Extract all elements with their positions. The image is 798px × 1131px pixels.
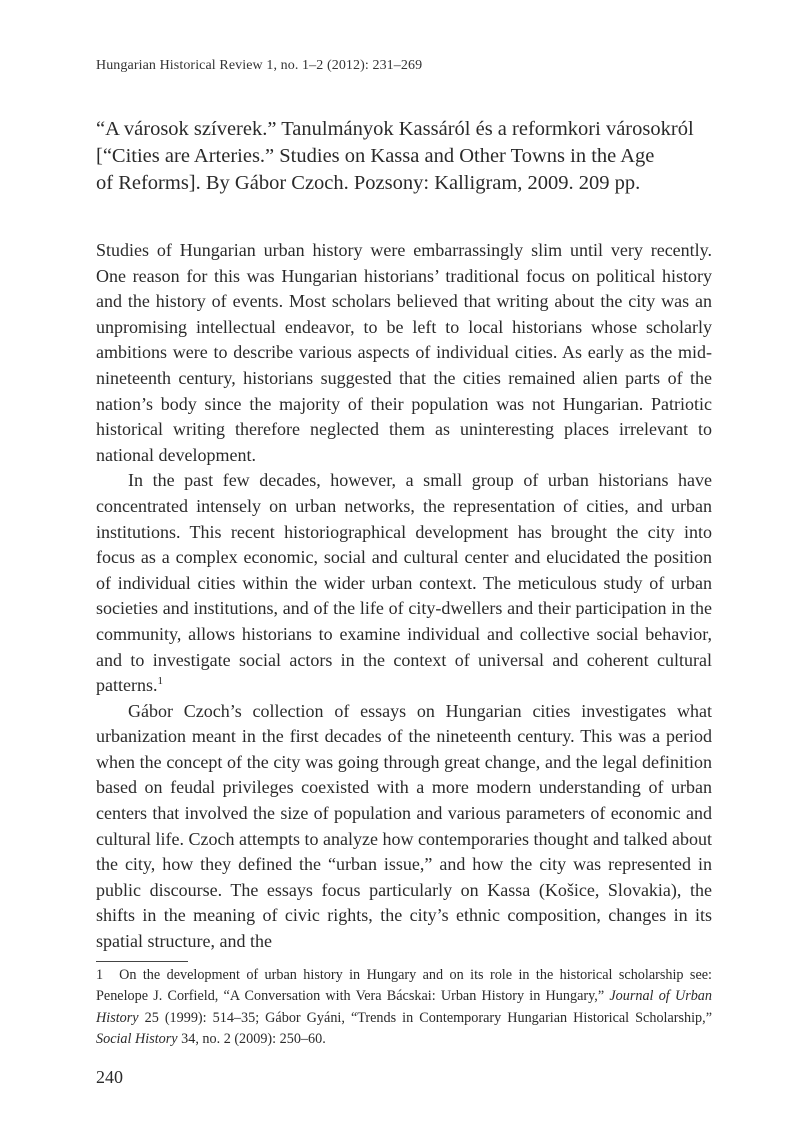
page-number: 240	[96, 1067, 123, 1087]
body-paragraph-2	[96, 468, 712, 698]
running-header: Hungarian Historical Review 1, no. 1–2 (2012): 231–269	[96, 58, 423, 73]
footnote-text-b: 25 (1999): 514–35; Gábor Gyáni, “Trends in Contemporary Hungarian Historical Scholarship,”	[138, 1009, 712, 1026]
body-paragraph-2-text: In the past few decades, however, a small group of urban historians have concentrated intensely on urban networks, the representation of cities, and urban institutions. This recent historiographical development has brought the city into focus as a complex economic, social and cultural center and elucidated the position of individual cities within the wider urban context. The meticulous study of urban societies and institutions, and of the life of city-dwellers and their participation in the community, allows historians to examine individual and collective social behavior, and to investigate social actors in the context of universal and coherent cultural patterns.	[96, 470, 712, 696]
review-title-line-1: “A városok szíverek.” Tanulmányok Kassáról és a reformkori városokról	[96, 118, 694, 140]
footnote-divider	[96, 961, 188, 962]
footnote-reference[interactable]: 1	[157, 675, 163, 688]
footnote-number: 1	[96, 967, 104, 983]
footnote-journal-title-2: Social History	[96, 1031, 178, 1048]
footnote-journal-title-1: Journal of Urban History	[96, 988, 712, 1026]
body-paragraph-1: Studies of Hungarian urban history were embarrassingly slim until very recently. One reason for this was Hungarian historians’ traditional focus on political history and the history of events. Most scholars believed that writing about the city was an unpromising intellectual endeavor, to be left to local historians whose scholarly ambitions were to describe various aspects of individual cities. As early as the mid-nineteenth century, historians suggested that the cities remained alien parts of the nation’s body since the majority of their population was not Hungarian. Patriotic historical writing therefore neglected them as uninteresting places irrelevant to national development.	[96, 240, 712, 465]
review-body	[96, 238, 712, 955]
footnote	[96, 965, 712, 1051]
footnote-text-a: On the development of urban history in Hungary and on its role in the historical scholarship see: Penelope J. Corfield, “A Conversation with Vera Bácskai: Urban History in Hungary,”	[96, 967, 712, 1005]
footnote-text-c: 34, no. 2 (2009): 250–60.	[177, 1031, 326, 1048]
body-paragraph-3: Gábor Czoch’s collection of essays on Hungarian cities investigates what urbanization meant in the first decades of the nineteenth century. This was a period when the concept of the city was going through great change, and the legal definition based on feudal privileges coexisted with a more modern understanding of urban centers that involved the size of population and various parameters of economic and cultural life. Czoch attempts to analyze how contemporaries thought and talked about the city, how they defined the “urban issue,” and how the city was represented in public discourse. The essays focus particularly on Kassa (Košice, Slovakia), the shifts in the meaning of civic rights, the city’s ethnic composition, changes in its spatial structure, and the	[96, 700, 712, 952]
review-title-line-3: of Reforms]. By Gábor Czoch. Pozsony: Kalligram, 2009. 209 pp.	[96, 172, 641, 194]
review-title	[96, 116, 716, 197]
review-title-line-2: [“Cities are Arteries.” Studies on Kassa and Other Towns in the Age	[96, 145, 655, 167]
